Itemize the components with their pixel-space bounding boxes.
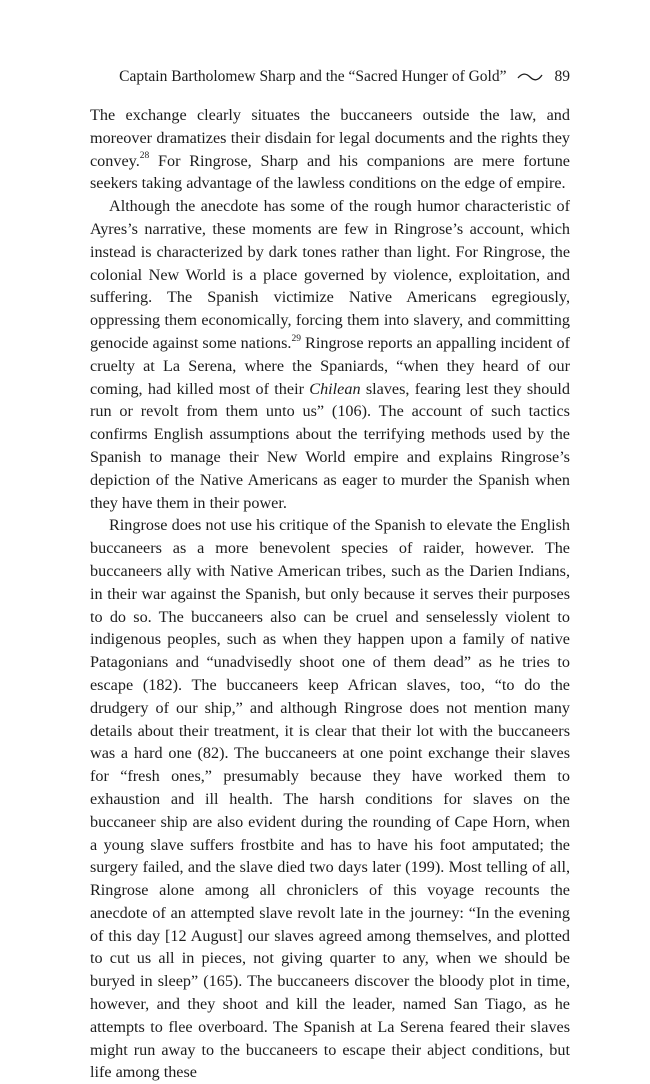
running-title: Captain Bartholomew Sharp and the “Sacred Hunger of Gold” xyxy=(119,68,507,85)
paragraph-2-part-a: Although the anecdote has some of the rough humor characteristic of Ayres’s narrative, these moments are few in Ringrose’s account, which instead is characterized by dark tones rather than light. For Ringrose, the colonial New World is a place governed by violence, exploitation, and suffering. The Spanish victimize Native Americans egregiously, oppressing them economically, forcing them into slavery, and committing genocide against some nations. xyxy=(90,197,570,352)
paragraph-2 xyxy=(90,195,570,514)
running-head xyxy=(90,66,570,88)
paragraph-1-part-a: The exchange clearly situates the buccaneers outside the law, and moreover dramatizes their disdain for legal documents and the rights they convey. xyxy=(90,106,570,170)
paragraph-1 xyxy=(90,104,570,195)
swash-tilde-ornament-icon xyxy=(517,72,543,82)
paragraph-1-part-b: For Ringrose, Sharp and his companions are mere fortune seekers taking advantage of the lawless conditions on the edge of empire. xyxy=(90,151,570,193)
paragraph-2-part-b: Ringrose reports an appalling incident of cruelty at La Serena, where the Spaniards, “when they heard of our coming, had killed most of their xyxy=(90,333,570,398)
body-text xyxy=(90,104,570,1084)
page-number: 89 xyxy=(554,68,570,85)
italic-chilean: Chilean xyxy=(309,379,361,398)
paragraph-2-part-c: slaves, fearing lest they should run or revolt from them unto us” (106). The account of such tactics confirms English assumptions about the terrifying methods used by the Spanish to manage their New World empire and explains Ringrose’s depiction of the Native Americans as eager to murder the Spanish when they have them in their power. xyxy=(90,379,571,512)
footnote-ref-29: 29 xyxy=(291,333,301,344)
paragraph-3: Ringrose does not use his critique of the Spanish to elevate the English buccaneers as a more benevolent species of raider, however. The buccaneers ally with Native American tribes, such as the Darien Indians, in their war against the Spanish, but only because it serves their purposes to do so. The buccaneers also can be cruel and senselessly violent to indigenous peoples, such as when they happen upon a family of native Patagonians and “unadvisedly shoot one of them dead” as he tries to escape (182). The buccaneers keep African slaves, too, “to do the drudgery of our ship,” and although Ringrose does not mention many details about their treatment, it is clear that their lot with the buccaneers was a hard one (82). The buccaneers at one point exchange their slaves for “fresh ones,” presumably because they have worked them to exhaustion and ill health. The harsh conditions for slaves on the buccaneer ship are also evident during the rounding of Cape Horn, when a young slave suffers frostbite and has to have his foot amputated; the surgery failed, and the slave died two days later (199). Most telling of all, Ringrose alone among all chroniclers of this voyage recounts the anecdote of an attempted slave revolt late in the journey: “In the evening of this day [12 August] our slaves agreed among themselves, and plotted to cut us all in pieces, not giving quarter to any, when we should be buryed in sleep” (165). The buccaneers discover the bloody plot in time, however, and they shoot and kill the leader, named San Tiago, as he attempts to flee overboard. The Spanish at La Serena feared their slaves might run away to the buccaneers to escape their abject conditions, but life among these xyxy=(90,516,570,1082)
footnote-ref-28: 28 xyxy=(139,151,150,162)
